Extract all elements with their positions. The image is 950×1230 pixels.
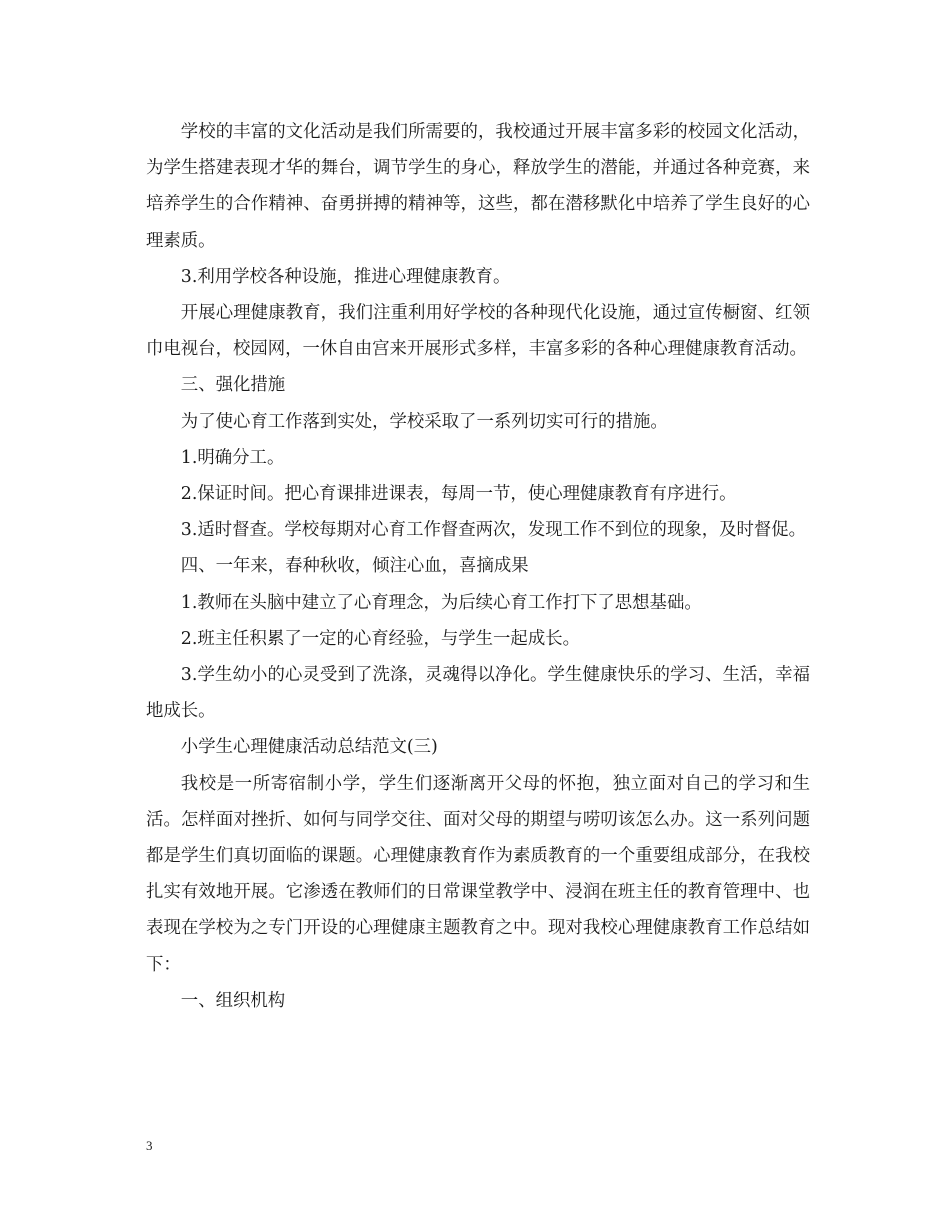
list-item-inspection: 3.适时督查。学校每期对心育工作督查两次，发现工作不到位的现象，及时督促。: [180, 520, 807, 541]
article-title-three: 小学生心理健康活动总结范文(三): [180, 737, 438, 758]
list-item-head-teachers: 2.班主任积累了一定的心育经验，与学生一起成长。: [180, 628, 580, 649]
list-item-students: 3.学生幼小的心灵受到了洗涤，灵魂得以净化。学生健康快乐的学习、生活，幸福地成长。: [146, 665, 810, 722]
paragraph-facilities-heading: 3.利用学校各种设施，推进心理健康教育。: [180, 266, 511, 287]
document-body: [146, 114, 810, 1019]
paragraph-culture-activities: 学校的丰富的文化活动是我们所需要的，我校通过开展丰富多彩的校园文化活动，为学生搭建表现才华的舞台，调节学生的身心，释放学生的潜能，并通过各种竞赛，来培养学生的合作精神、奋勇拼搏的精神等，这些，都在潜移默化中培养了学生良好的心理素质。: [146, 122, 810, 251]
paragraph-school-intro: 我校是一所寄宿制小学，学生们逐渐离开父母的怀抱，独立面对自己的学习和生活。怎样面对挫折、如何与同学交往、面对父母的期望与唠叨该怎么办。这一系列问题都是学生们真切面临的课题。心理健康教育作为素质教育的一个重要组成部分，在我校扎实有效地开展。它渗透在教师们的日常课堂教学中、浸润在班主任的教育管理中、也表现在学校为之专门开设的心理健康主题教育之中。现对我校心理健康教育工作总结如下：: [146, 773, 810, 975]
section-heading-results: 四、一年来，春种秋收，倾注心血，喜摘成果: [180, 556, 529, 577]
list-item-teachers: 1.教师在头脑中建立了心育理念，为后续心育工作打下了思想基础。: [180, 592, 702, 613]
paragraph-facilities: 开展心理健康教育，我们注重利用好学校的各种现代化设施，通过宣传橱窗、红领巾电视台，校园网，一休自由宫来开展形式多样，丰富多彩的各种心理健康教育活动。: [146, 303, 810, 360]
page-number: 3: [146, 1138, 153, 1153]
section-heading-measures: 三、强化措施: [180, 375, 286, 396]
list-item-time: 2.保证时间。把心育课排进课表，每周一节，使心理健康教育有序进行。: [180, 484, 737, 505]
paragraph-measures-intro: 为了使心育工作落到实处，学校采取了一系列切实可行的措施。: [180, 411, 668, 432]
section-heading-organization: 一、组织机构: [180, 990, 286, 1011]
list-item-division: 1.明确分工。: [180, 447, 285, 468]
